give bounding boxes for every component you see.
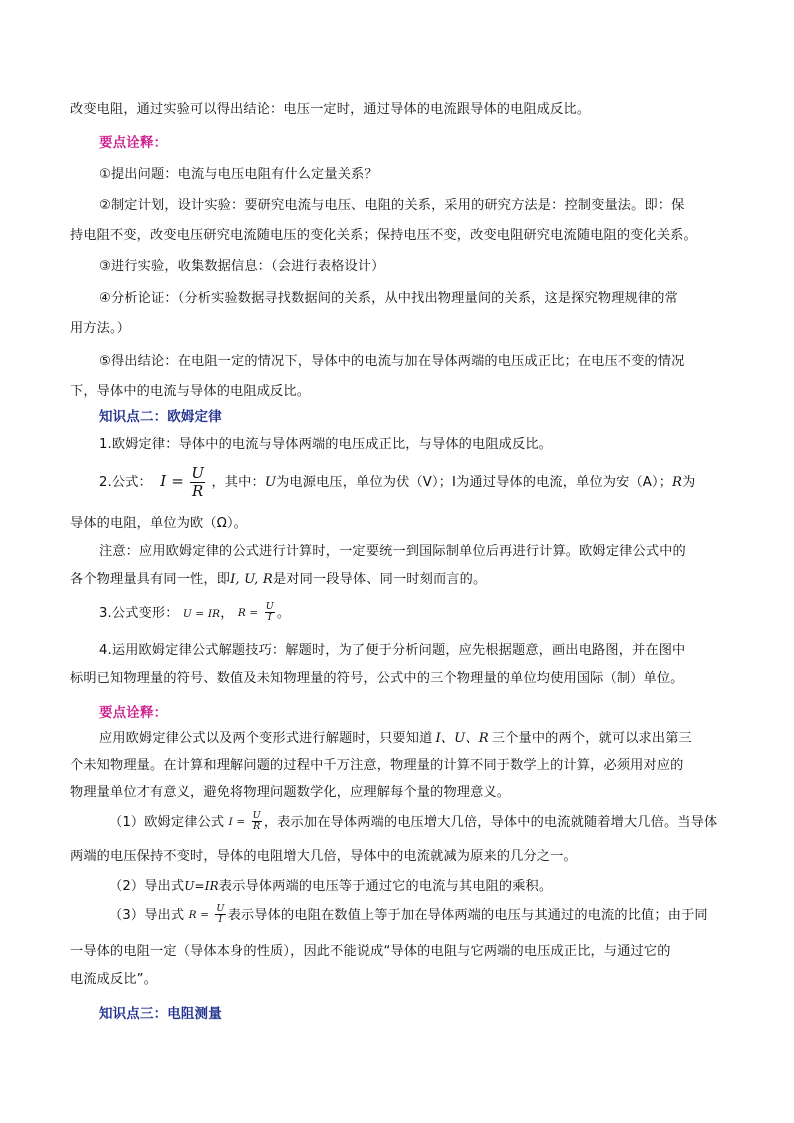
formula-where: ，其中： bbox=[211, 475, 265, 490]
step-1: ①提出问题：电流与电压电阻有什么定量关系？ bbox=[99, 167, 378, 182]
ohms-law-formula bbox=[160, 462, 207, 502]
ohms-law-numerator: U bbox=[191, 463, 205, 482]
explanation-line-b: 个未知物理量。在计算和理解问题的过程中千万注意，物理量的计算不同于数学上的计算，必须用对应的 bbox=[70, 758, 684, 773]
ohms-law-denominator: R bbox=[191, 481, 204, 500]
point-3-denominator: I bbox=[218, 913, 223, 925]
formula-voltage-current-desc: 为电源电压，单位为伏（V）；I为通过导体的电流，单位为安（A）； bbox=[276, 475, 673, 490]
note-suffix: 是对同一段导体、同一时刻而言的。 bbox=[272, 572, 487, 587]
note-prefix: 各个物理量具有同一性，即 bbox=[70, 572, 231, 587]
point-1-lhs: I = bbox=[228, 816, 246, 828]
point-2-suffix: 表示导体两端的电压等于通过它的电流与其电阻的乘积。 bbox=[218, 879, 553, 894]
point-1-line-b: 两端的电压保持不变时，导体的电阻增大几倍，导体中的电流就减为原来的几分之一。 bbox=[70, 849, 577, 864]
technique-line-a: 4.运用欧姆定律公式解题技巧：解题时，为了便于分析问题，应先根据题意，画出电路图，并在图中 bbox=[99, 643, 686, 658]
var-r: R bbox=[672, 475, 683, 490]
point-3-formula bbox=[189, 900, 228, 930]
point-3-line-a bbox=[109, 900, 708, 931]
ohms-law-formula-line bbox=[99, 462, 695, 502]
point-1-fraction bbox=[252, 811, 262, 832]
section-heading-ohms-law: 知识点二：欧姆定律 bbox=[99, 409, 222, 425]
note-line-a: 注意：应用欧姆定律的公式进行计算时，一定要统一到国际制单位后再进行计算。欧姆定律公式中的 bbox=[99, 544, 686, 559]
point-3-fraction bbox=[215, 904, 225, 925]
ohms-law-definition: 1.欧姆定律：导体中的电流与导体两端的电压成正比，与导体的电阻成反比。 bbox=[99, 437, 553, 452]
explanation-vars: I、U、R bbox=[435, 731, 489, 746]
variant-r-fraction bbox=[265, 602, 275, 623]
intro-conclusion-line: 改变电阻，通过实验可以得出结论：电压一定时，通过导体的电流跟导体的电阻成反比。 bbox=[70, 102, 591, 117]
key-points-heading-1: 要点诠释： bbox=[99, 135, 168, 151]
variant-r-formula bbox=[238, 597, 277, 629]
variant-r-lhs: R = bbox=[237, 607, 259, 619]
point-1-numerator: U bbox=[252, 809, 261, 821]
point-1-denominator: R bbox=[253, 820, 261, 832]
point-2-eq: U=IR bbox=[184, 879, 219, 893]
formula-end: 为 bbox=[682, 475, 696, 490]
variant-sep: ， bbox=[220, 606, 234, 621]
formula-variants-line bbox=[99, 597, 290, 630]
point-1-line-a bbox=[109, 807, 717, 838]
step-5-line-a: ⑤得出结论：在电阻一定的情况下，导体中的电流与加在导体两端的电压成正比；在电压不变的情况 bbox=[99, 354, 685, 369]
technique-line-b: 标明已知物理量的符号、数值及未知物理量的符号，公式中的三个物理量的单位均使用国际（制）单位。 bbox=[70, 671, 684, 686]
var-u: U bbox=[264, 475, 277, 490]
point-3-prefix: （3）导出式 bbox=[109, 908, 185, 923]
step-3: ③进行实验，收集数据信息：（会进行表格设计） bbox=[99, 259, 385, 274]
note-vars: I, U, R bbox=[230, 572, 273, 587]
section-heading-resistance-measurement: 知识点三：电阻测量 bbox=[99, 1006, 222, 1022]
ohms-law-lhs: I = bbox=[160, 472, 184, 490]
explanation-suffix: 三个量中的两个，就可以求出第三 bbox=[491, 731, 692, 746]
step-4-line-b: 用方法。） bbox=[70, 321, 131, 336]
point-3-numerator: U bbox=[216, 902, 225, 914]
variant-u-eq: U = IR bbox=[182, 608, 221, 620]
variants-label: 3.公式变形： bbox=[99, 606, 179, 621]
step-4-line-a: ④分析论证：（分析实验数据寻找数据间的关系，从中找出物理量间的关系，这是探究物理规律的常 bbox=[99, 291, 678, 306]
step-5-line-b: 下，导体中的电流与导体的电阻成反比。 bbox=[70, 384, 311, 399]
step-2-line-b: 持电阻不变，改变电压研究电流随电压的变化关系；保持电压不变，改变电阻研究电流随电阻的变化关系。 bbox=[70, 228, 697, 243]
variant-r-denominator: I bbox=[267, 611, 272, 623]
point-3-line-b: 一导体的电阻一定（导体本身的性质），因此不能说成“导体的电阻与它两端的电压成正比，与通过它的 bbox=[70, 944, 671, 959]
point-1-formula bbox=[229, 807, 264, 837]
point-3-line-c: 电流成反比”。 bbox=[70, 972, 158, 987]
point-1-suffix: ，表示加在导体两端的电压增大几倍，导体中的电流就随着增大几倍。当导体 bbox=[263, 815, 718, 830]
point-1-prefix: （1）欧姆定律公式 bbox=[109, 815, 225, 830]
key-points-heading-2: 要点诠释： bbox=[99, 705, 168, 721]
explanation-line-a bbox=[99, 730, 692, 748]
explanation-prefix: 应用欧姆定律公式以及两个变形式进行解题时，只要知道 bbox=[99, 731, 433, 746]
point-2-line bbox=[109, 877, 552, 896]
explanation-line-c: 物理量单位才有意义，避免将物理问题数学化，应理解每个量的物理意义。 bbox=[70, 785, 511, 800]
step-2-line-a: ②制定计划，设计实验：要研究电流与电压、电阻的关系，采用的研究方法是：控制变量法。即：保 bbox=[99, 198, 685, 213]
formula-label: 2.公式： bbox=[99, 475, 152, 490]
variant-r-numerator: U bbox=[265, 600, 274, 612]
note-line-b bbox=[70, 571, 486, 589]
variant-end: 。 bbox=[276, 606, 291, 621]
ohms-law-fraction bbox=[190, 465, 205, 500]
point-3-suffix: 表示导体的电阻在数值上等于加在导体两端的电压与其通过的电流的比值；由于同 bbox=[227, 908, 708, 923]
resistance-unit-line: 导体的电阻，单位为欧（Ω）。 bbox=[70, 516, 248, 531]
point-3-lhs: R = bbox=[188, 909, 210, 921]
point-2-prefix: （2）导出式 bbox=[109, 879, 185, 894]
